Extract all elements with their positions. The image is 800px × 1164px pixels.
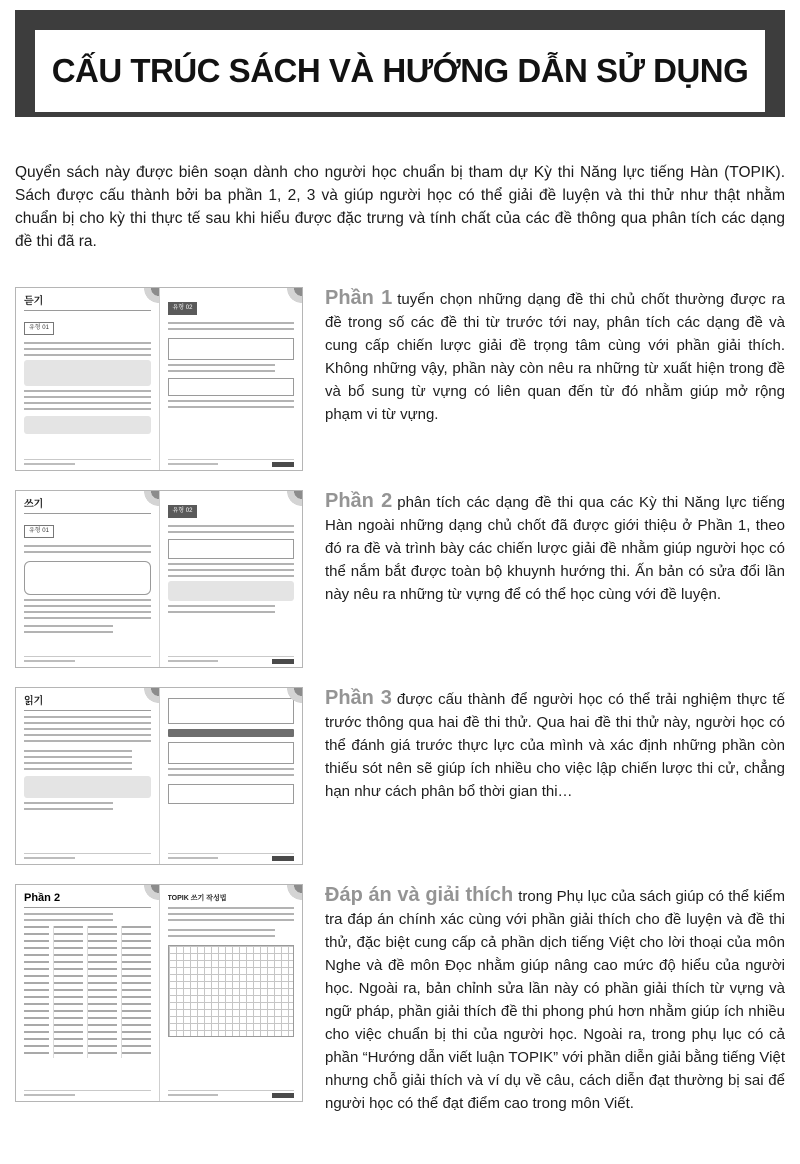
sample-page-right	[160, 688, 303, 864]
section-phan-3	[15, 687, 785, 865]
page-footer	[24, 853, 151, 859]
title-frame	[15, 10, 785, 117]
manuscript-grid	[168, 945, 295, 1037]
writing-guide-page	[160, 885, 303, 1101]
text-lines-skeleton	[24, 545, 151, 557]
section-paragraph	[325, 490, 785, 606]
question-type-chip: 유형 01	[24, 525, 54, 538]
page-corner-icon	[133, 688, 159, 708]
section-phan-2	[15, 490, 785, 668]
gray-note-box	[24, 776, 151, 798]
text-lines-skeleton	[168, 605, 276, 615]
question-type-chip: 유형 02	[168, 505, 198, 518]
phan3-sample-spread-thumbnail	[15, 687, 303, 865]
text-lines-skeleton	[24, 802, 113, 812]
text-lines-skeleton	[168, 322, 295, 334]
page-footer	[168, 853, 295, 859]
page-corner-icon	[276, 491, 302, 511]
sample-page-right	[160, 491, 303, 667]
korean-section-label: 쓰기	[24, 499, 44, 510]
question-box	[168, 338, 295, 360]
question-box	[168, 539, 295, 559]
page-corner-icon	[276, 288, 302, 308]
gray-note-box	[24, 360, 151, 386]
text-lines-skeleton	[168, 400, 295, 412]
gray-note-box	[24, 416, 151, 434]
section-heading: Phần 2	[325, 490, 393, 512]
text-lines-skeleton	[24, 750, 132, 772]
gray-note-box	[168, 581, 295, 601]
section-phan-1	[15, 287, 785, 471]
page-footer	[168, 459, 295, 465]
section-dap-an	[15, 884, 785, 1115]
answer-column	[87, 926, 117, 1058]
sections	[15, 287, 785, 1115]
text-lines-skeleton	[24, 390, 151, 412]
page-footer	[24, 1090, 151, 1096]
text-lines-skeleton	[168, 768, 295, 780]
page-number-bar	[272, 1093, 294, 1098]
answer-column	[121, 926, 151, 1058]
text-lines-skeleton	[168, 563, 295, 577]
answer-column	[24, 926, 49, 1058]
section-body: phân tích các dạng đề thi qua các Kỳ thi Năng lực tiếng Hàn ngoài những dạng chủ chốt đã được giới thiệu ở Phần 1, theo đó ra đề và trình bày các chiến lược giải đề nhằm giúp người học có thể nắm bắt được toàn bộ khuynh hướng thi. Ấn bản có sửa đổi lần này nêu ra những từ vựng để có thể học cùng với đề luyện.	[325, 494, 785, 603]
dapan-sample-spread-thumbnail	[15, 884, 303, 1102]
page-number-bar	[272, 462, 294, 467]
section-heading: Phần 3	[325, 687, 392, 709]
page-footer	[24, 656, 151, 662]
page-title: CẤU TRÚC SÁCH VÀ HƯỚNG DẪN SỬ DỤNG	[51, 52, 749, 89]
korean-section-label: 읽기	[24, 696, 44, 707]
page-corner-icon	[133, 491, 159, 511]
korean-section-label: 듣기	[24, 296, 44, 307]
text-lines-skeleton	[168, 929, 276, 941]
text-lines-skeleton	[24, 599, 151, 621]
phan2-sample-spread-thumbnail	[15, 490, 303, 668]
sample-page-left	[16, 288, 160, 470]
writing-guide-title: TOPIK 쓰기 작성법	[167, 895, 227, 902]
question-type-chip: 유형 02	[168, 302, 198, 315]
question-type-chip: 유형 01	[24, 322, 54, 335]
sample-page-left	[16, 491, 160, 667]
page-corner-icon	[276, 688, 302, 708]
intro-paragraph: Quyển sách này được biên soạn dành cho người học chuẩn bị tham dự Kỳ thi Năng lực tiếng Hàn (TOPIK). Sách được cấu thành bởi ba phần 1, 2, 3 và giúp người học có thể giải đề luyện và thi thử như thật nhằm chuẩn bị cho kỳ thi thực tế sau khi hiểu được đặc trưng và tính chất của các đề thông qua phân tích các dạng đề thi đã ra.	[15, 164, 785, 250]
page-corner-icon	[133, 288, 159, 308]
section-body: tuyển chọn những dạng đề thi chủ chốt thường được ra đề trong số các đề thi từ trước tới nay, phân tích các dạng đề và cung cấp chiến lược giải đề trọng tâm cùng với phần giải thích. Không những vậy, phần này còn nêu ra những từ xuất hiện trong đề và bổ sung từ vựng có liên quan đến từ đó nhằm giúp mở rộng phạm vi từ vựng.	[325, 291, 785, 423]
question-box	[168, 378, 295, 396]
section-heading: Đáp án và giải thích	[325, 884, 514, 906]
sample-page-right	[160, 288, 303, 470]
text-lines-skeleton	[168, 907, 295, 925]
text-lines-skeleton	[168, 364, 276, 374]
page-footer	[24, 459, 151, 465]
phan1-sample-spread-thumbnail	[15, 287, 303, 471]
section-heading: Phần 1	[325, 287, 393, 309]
dark-divider-bar	[168, 729, 295, 737]
section-paragraph	[325, 884, 785, 1115]
section-paragraph	[325, 687, 785, 803]
text-lines-skeleton	[168, 525, 295, 535]
section-body: được cấu thành để người học có thể trải nghiệm thực tế trước thông qua hai đề thi thử. Qua hai đề thi thử này, người học có thể đánh giá trước thực lực của mình và xác định những phần còn thiếu sót nên sẽ giúp ích nhiều cho việc lập chiến lược thi cử, chẳng hạn như cách phân bổ thời gian thi…	[325, 691, 785, 800]
section-paragraph	[325, 287, 785, 426]
page-corner-icon	[276, 885, 302, 905]
page-number-bar	[272, 659, 294, 664]
answer-section-label: Phần 2	[24, 892, 61, 904]
section-body: trong Phụ lục của sách giúp có thể kiểm tra đáp án chính xác cùng với phần giải thích cho đề luyện và đề thi thử, đặc biệt cung cấp cả phần dịch tiếng Việt cho lời thoại của môn Nghe và đề môn Đọc nhằm giúp nâng cao mức độ hiểu của người học. Ngoài ra, bản chỉnh sửa lần này có phần giải thích từ vựng và ngữ pháp, phần giải thích đề thi phong phú hơn nhằm giúp ích nhiều cho việc chuẩn bị thi của người học. Ngoài ra, trong phụ lục có cả phần “Hướng dẫn viết luận TOPIK” với phần diễn giải bằng tiếng Việt nhưng chỗ giải thích và ví dụ về câu, cách diễn đạt thường bị sai để người học có thể đạt điểm cao trong môn Viết.	[325, 888, 785, 1112]
text-lines-skeleton	[24, 716, 151, 746]
page-number-bar	[272, 856, 294, 861]
answer-column	[53, 926, 83, 1058]
page-footer	[168, 1090, 295, 1096]
rounded-example-box	[24, 561, 151, 595]
sample-page-left	[16, 688, 160, 864]
text-lines-skeleton	[24, 342, 151, 356]
answer-key-page	[16, 885, 160, 1101]
text-lines-skeleton	[24, 625, 113, 635]
question-box	[168, 742, 295, 764]
question-box	[168, 784, 295, 804]
page-corner-icon	[133, 885, 159, 905]
answer-key-grid	[24, 926, 151, 1058]
text-lines-skeleton	[24, 913, 113, 921]
page-footer	[168, 656, 295, 662]
